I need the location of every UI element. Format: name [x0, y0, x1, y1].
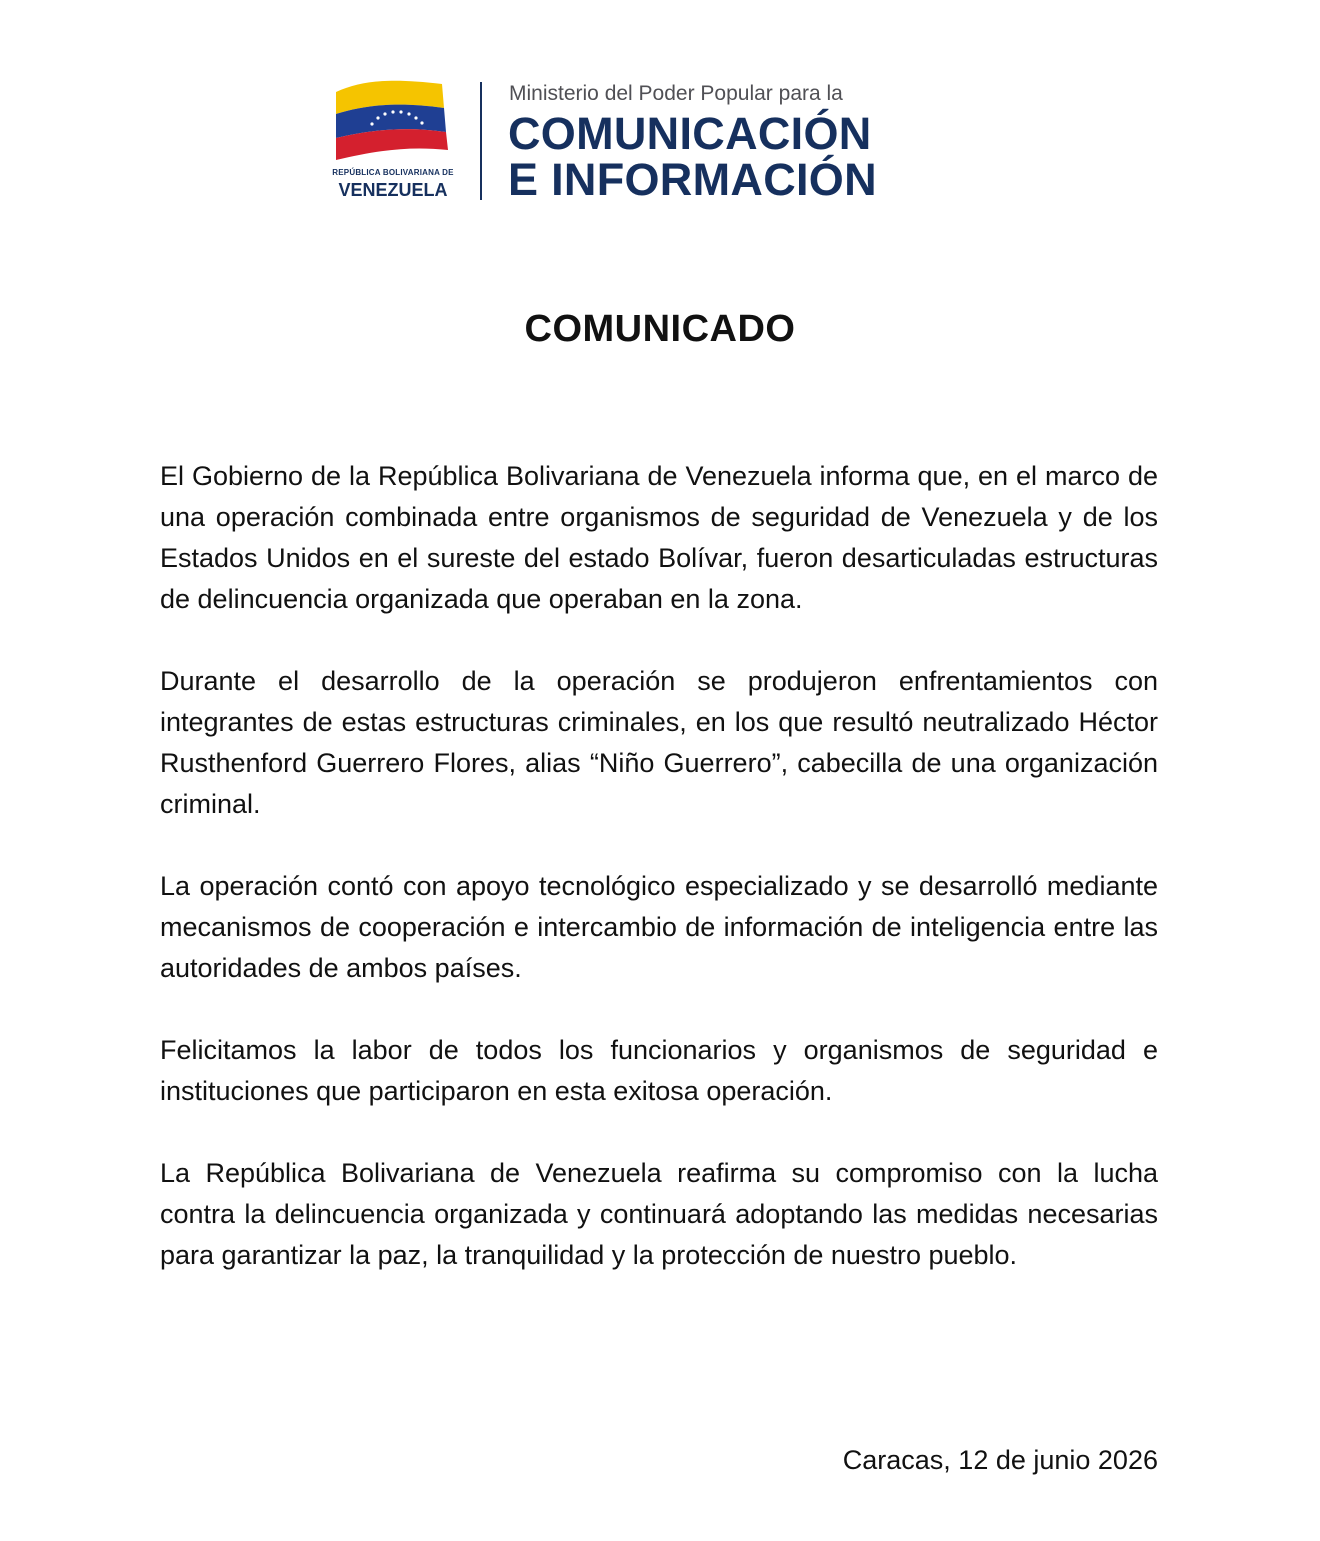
document-title: COMUNICADO [524, 308, 796, 350]
ministry-line: Ministerio del Poder Popular para la [509, 82, 843, 105]
ministry-logo [332, 78, 877, 205]
paragraph-4: Felicitamos la labor de todos los funcionarios y organismos de seguridad e instituciones que participaron en esta exitosa operación. [160, 1035, 1158, 1106]
place-date-signoff: Caracas, 12 de junio 2026 [842, 1445, 1158, 1475]
paragraph-5: La República Bolivariana de Venezuela reafirma su compromiso con la lucha contra la delincuencia organizada y continuará adoptando las medidas necesarias para garantizar la paz, la tranquilidad y la protección de nuestro pueblo. [160, 1158, 1158, 1270]
paragraph-2: Durante el desarrollo de la operación se produjeron enfrentamientos con integrantes de estas estructuras criminales, en los que resultó neutralizado Héctor Rusthenford Guerrero Flores, alias “Niño Guerrero”, cabecilla de una organización criminal. [160, 666, 1158, 819]
ministry-name-line-1: COMUNICACIÓN [508, 108, 872, 159]
venezuela-flag-icon [332, 78, 454, 160]
logo-divider [480, 82, 482, 200]
document-body [160, 456, 1158, 1317]
paragraph-1: El Gobierno de la República Bolivariana de Venezuela informa que, en el marco de una operación combinada entre organismos de seguridad de Venezuela y de los Estados Unidos en el sureste del estado Bolívar, fueron desarticuladas estructuras de delincuencia organizada que operaban en la zona. [160, 461, 1158, 614]
republic-small-label: REPÚBLICA BOLIVARIANA DE [332, 168, 454, 177]
ministry-name-line-2: E INFORMACIÓN [508, 154, 877, 205]
republic-name-label: VENEZUELA [338, 180, 448, 200]
paragraph-3: La operación contó con apoyo tecnológico especializado y se desarrolló mediante mecanismos de cooperación e intercambio de información de inteligencia entre las autoridades de ambos países. [160, 871, 1158, 983]
